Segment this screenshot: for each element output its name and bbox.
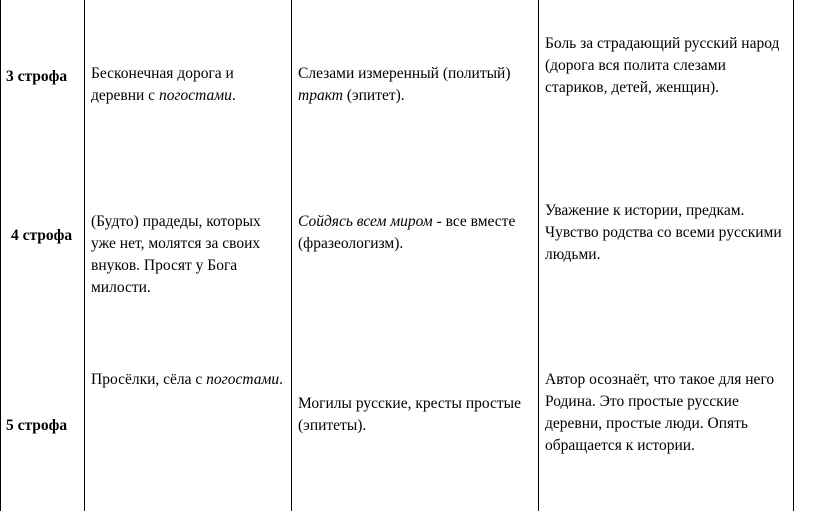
stanza-label: 5 строфа xyxy=(6,417,68,434)
stanza-label: 3 строфа xyxy=(6,68,68,85)
meaning-cell: Боль за страдающий русский народ (дорога вся полита слезами стариков, детей, женщин). xyxy=(545,35,780,96)
image-cell: (Будто) прадеды, которых уже нет, молятся за своих внуков. Просят у Бога милости. xyxy=(91,213,261,296)
table-column-divider-2 xyxy=(291,0,292,511)
image-cell: Просёлки, сёла с погостами. xyxy=(91,371,283,388)
device-cell: Сойдясь всем миром - все вместе (фразеологизм). xyxy=(298,213,516,252)
table-column-divider-1 xyxy=(84,0,85,511)
device-cell: Слезами измеренный (политый) тракт (эпитет). xyxy=(298,65,511,104)
stanza-label: 4 строфа xyxy=(11,227,73,244)
device-cell: Могилы русские, кресты простые (эпитеты). xyxy=(298,395,521,434)
table-border-left xyxy=(0,0,1,511)
table-border-right xyxy=(793,0,794,511)
table-column-divider-3 xyxy=(538,0,539,511)
image-cell: Бесконечная дорога и деревни с погостами. xyxy=(91,65,236,104)
meaning-cell: Автор осознаёт, что такое для него Родина. Это простые русские деревни, простые люди. Опять обращается к истории. xyxy=(545,371,775,454)
meaning-cell: Уважение к истории, предкам. Чувство родства со всеми русскими людьми. xyxy=(545,202,782,263)
